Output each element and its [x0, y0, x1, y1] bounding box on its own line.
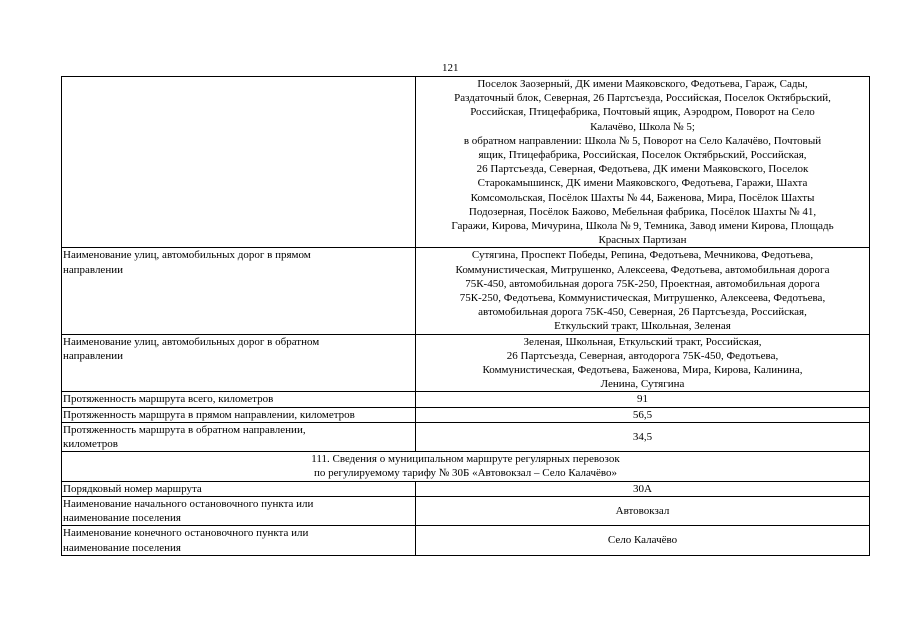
- stops-line: Старокамышинск, ДК имени Маяковского, Федотьева, Гаражи, Шахта: [477, 177, 808, 190]
- streets-forward-value: [416, 248, 870, 334]
- value-line: Еткульский тракт, Школьная, Зеленая: [554, 320, 731, 333]
- value-line: Зеленая, Школьная, Еткульский тракт, Российская,: [523, 335, 762, 348]
- label-line: километров: [63, 438, 118, 451]
- section-title-line: 111. Сведения о муниципальном маршруте регулярных перевозок: [311, 453, 620, 466]
- stops-line: Российская, Птицефабрика, Почтовый ящик, Аэродром, Поворот на Село: [470, 106, 815, 119]
- streets-forward-label: [62, 248, 416, 334]
- streets-reverse-label: [62, 334, 416, 392]
- empty-label-cell: [62, 77, 416, 248]
- stops-line: Подозерная, Посёлок Бажово, Мебельная фабрика, Посёлок Шахты № 41,: [468, 205, 817, 218]
- length-reverse-value: 34,5: [416, 422, 870, 451]
- start-stop-value: Автовокзал: [416, 496, 870, 525]
- label-line: Наименование конечного остановочного пункта или: [63, 527, 309, 540]
- stops-line: Поселок Заозерный, ДК имени Маяковского, Федотьева, Гараж, Сады,: [477, 78, 808, 90]
- stops-line: Гаражи, Кирова, Мичурина, Школа № 9, Темника, Завод имени Кирова, Площадь: [451, 220, 834, 233]
- page-number: 121: [442, 62, 459, 74]
- table-row: [62, 334, 870, 392]
- label-line: направлении: [63, 263, 123, 276]
- label-line: Наименование улиц, автомобильных дорог в прямом: [63, 249, 311, 262]
- table-row: [62, 481, 870, 496]
- table-row: [62, 248, 870, 334]
- route-number-value: 30А: [416, 481, 870, 496]
- label-line: Наименование улиц, автомобильных дорог в обратном: [63, 335, 320, 348]
- stops-line: Комсомольская, Посёлок Шахты № 44, Баженова, Мира, Посёлок Шахты: [470, 191, 815, 204]
- value-line: автомобильная дорога 75К-450, Северная, 26 Партсъезда, Российская,: [478, 306, 807, 319]
- end-stop-label: [62, 526, 416, 555]
- length-forward-value: 56,5: [416, 407, 870, 422]
- length-forward-label: Протяженность маршрута в прямом направлении, километров: [62, 407, 416, 422]
- value-line: 75К-450, автомобильная дорога 75К-250, Проектная, автомобильная дорога: [465, 277, 820, 290]
- route-table: [61, 76, 870, 556]
- value-line: 75К-250, Федотьева, Коммунистическая, Митрушенко, Алексеева, Федотьева,: [459, 292, 826, 305]
- label-line: наименование поселения: [63, 512, 181, 525]
- value-line: Ленина, Сутягина: [600, 378, 685, 391]
- table-row: [62, 496, 870, 525]
- table-row: [62, 392, 870, 407]
- table-row: [62, 452, 870, 481]
- table-row: [62, 422, 870, 451]
- value-line: 26 Партсъезда, Северная, автодорога 75К-450, Федотьева,: [506, 349, 779, 362]
- table-row: [62, 407, 870, 422]
- stops-line: Калачёво, Школа № 5;: [590, 120, 695, 133]
- label-line: наименование поселения: [63, 541, 181, 554]
- stops-line: 26 Партсъезда, Северная, Федотьева, ДК имени Маяковского, Поселок: [476, 163, 809, 176]
- length-total-label: Протяженность маршрута всего, километров: [62, 392, 416, 407]
- length-total-value: 91: [416, 392, 870, 407]
- label-line: Наименование начального остановочного пункта или: [63, 497, 314, 510]
- stops-line: Раздаточный блок, Северная, 26 Партсъезда, Российская, Поселок Октябрьский,: [454, 92, 831, 105]
- table-row: [62, 526, 870, 555]
- length-reverse-label: [62, 422, 416, 451]
- table-row: [62, 77, 870, 248]
- stops-line: ящик, Птицефабрика, Российская, Поселок Октябрьский, Российская,: [478, 149, 807, 162]
- label-line: Протяженность маршрута в обратном направлении,: [63, 423, 306, 436]
- label-line: направлении: [63, 349, 123, 362]
- value-line: Сутягина, Проспект Победы, Репина, Федотьева, Мечникова, Федотьева,: [471, 249, 814, 262]
- route-number-label: Порядковый номер маршрута: [62, 481, 416, 496]
- end-stop-value: Село Калачёво: [416, 526, 870, 555]
- section-heading: [62, 452, 870, 481]
- stops-line: в обратном направлении: Школа № 5, Поворот на Село Калачёво, Почтовый: [463, 134, 822, 147]
- start-stop-label: [62, 496, 416, 525]
- value-line: Коммунистическая, Федотьева, Баженова, Мира, Кирова, Калинина,: [482, 364, 803, 377]
- section-title-line: по регулируемому тарифу № 30Б «Автовокзал – Село Калачёво»: [314, 467, 617, 480]
- value-line: Коммунистическая, Митрушенко, Алексеева, Федотьева, автомобильная дорога: [455, 263, 830, 276]
- stops-line: Красных Партизан: [598, 234, 687, 247]
- streets-reverse-value: [416, 334, 870, 392]
- stops-continuation-cell: [416, 77, 870, 248]
